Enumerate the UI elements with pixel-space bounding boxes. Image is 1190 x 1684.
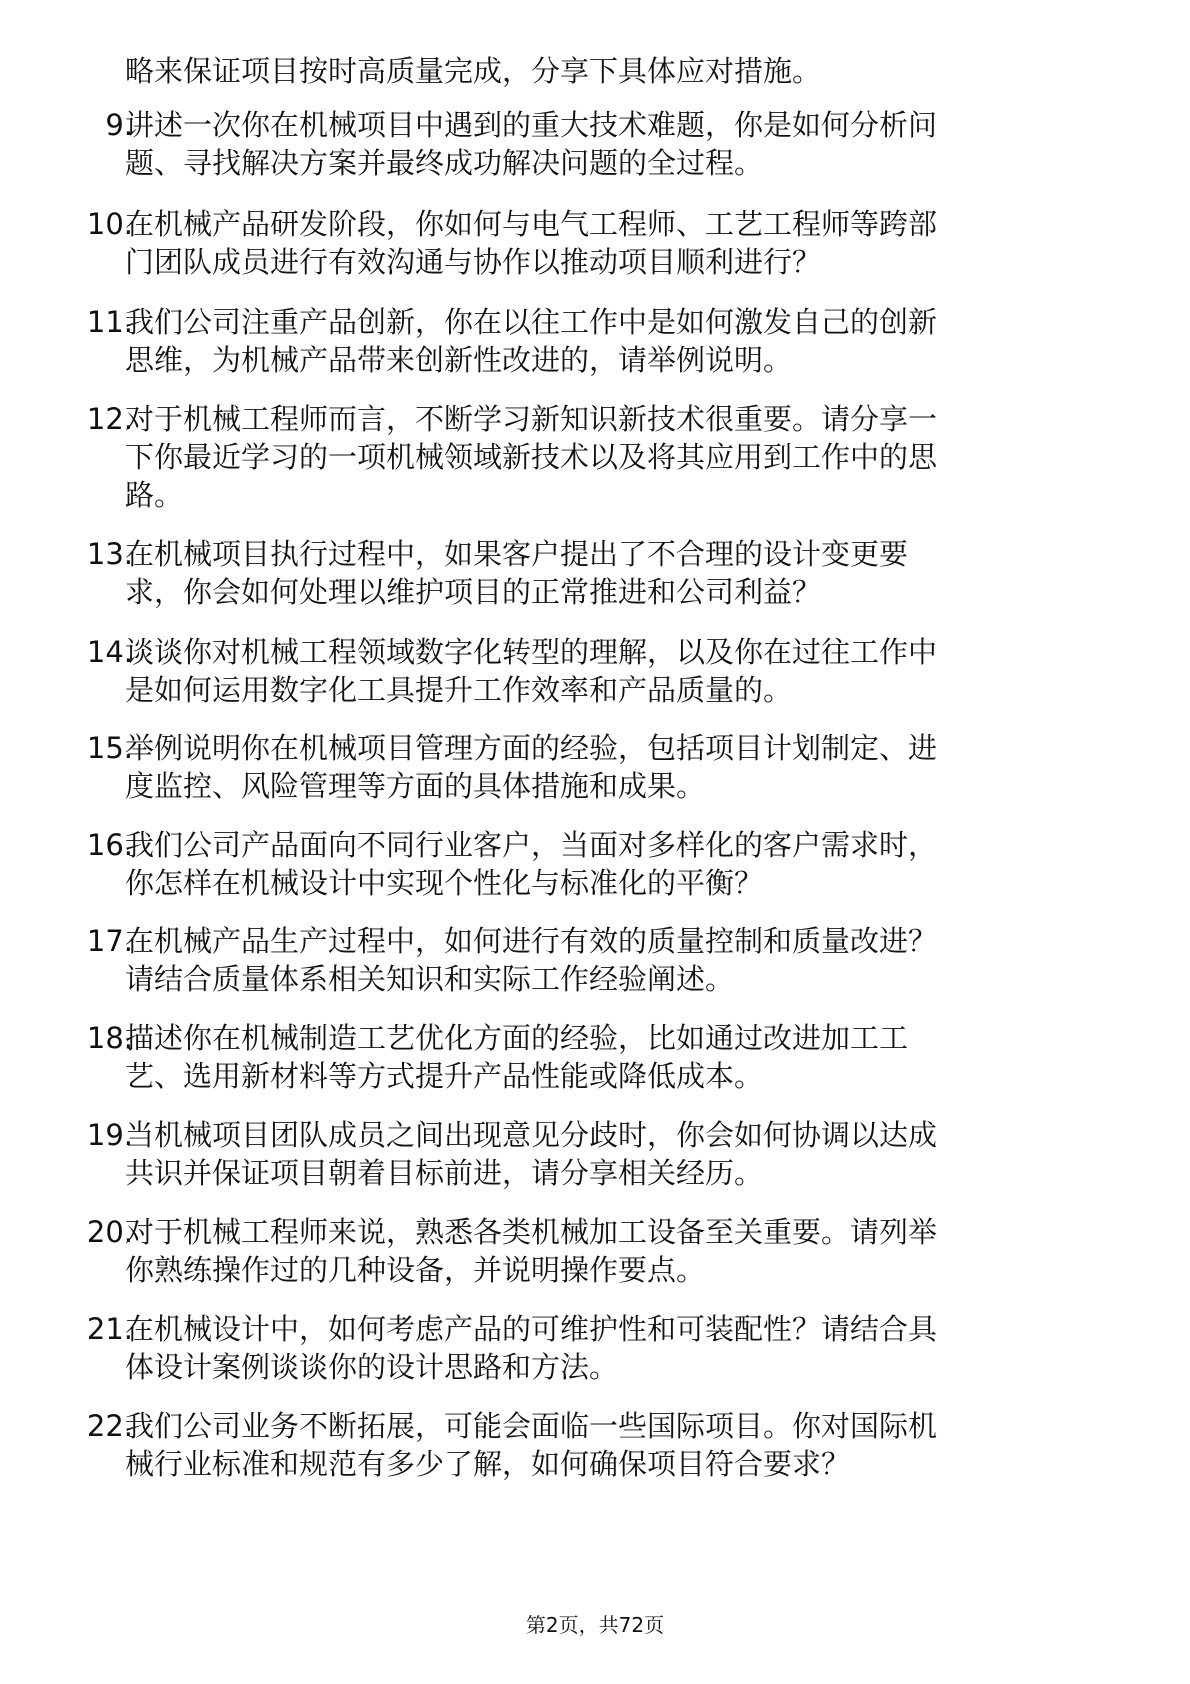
- list-item-line: 对于机械工程师而言，不断学习新知识新技术很重要。请分享一: [125, 402, 938, 436]
- list-item-line: 是如何运用数字化工具提升工作效率和产品质量的。: [125, 673, 793, 707]
- list-item-line: 艺、选用新材料等方式提升产品性能或降低成本。: [125, 1059, 764, 1093]
- list-item-line: 描述你在机械制造工艺优化方面的经验，比如通过改进加工工: [125, 1021, 909, 1055]
- list-item-number: 20.: [86, 1215, 133, 1249]
- list-item-line: 在机械项目执行过程中，如果客户提出了不合理的设计变更要: [125, 537, 909, 571]
- list-item-number: 10.: [86, 207, 133, 241]
- list-item-line: 体设计案例谈谈你的设计思路和方法。: [125, 1350, 619, 1384]
- list-item-line: 你怎样在机械设计中实现个性化与标准化的平衡？: [125, 866, 764, 900]
- list-item-line: 门团队成员进行有效沟通与协作以推动项目顺利进行？: [125, 245, 822, 279]
- list-item-text: [125, 106, 1115, 182]
- list-item-line: 度监控、风险管理等方面的具体措施和成果。: [125, 769, 706, 803]
- list-item-text: [125, 1019, 1115, 1095]
- list-item-line: 题、寻找解决方案并最终成功解决问题的全过程。: [125, 146, 764, 180]
- list-item-line: 举例说明你在机械项目管理方面的经验，包括项目计划制定、进: [125, 731, 938, 765]
- list-item-line: 求，你会如何处理以维护项目的正常推进和公司利益？: [125, 575, 822, 609]
- list-item-line: 共识并保证项目朝着目标前进，请分享相关经历。: [125, 1156, 764, 1190]
- list-item-text: [125, 1116, 1115, 1192]
- list-item-line: 在机械产品研发阶段，你如何与电气工程师、工艺工程师等跨部: [125, 207, 938, 241]
- list-item-number: 17.: [86, 924, 133, 958]
- list-item-number: 12.: [86, 402, 133, 436]
- list-item-number: 13.: [86, 537, 133, 571]
- list-item-line: 下你最近学习的一项机械领域新技术以及将其应用到工作中的思: [125, 440, 938, 474]
- list-item-number: 15.: [86, 731, 133, 765]
- list-item-number: 21.: [86, 1312, 133, 1346]
- list-item-line: 谈谈你对机械工程领域数字化转型的理解，以及你在过往工作中: [125, 635, 938, 669]
- continued-text: 略来保证项目按时高质量完成，分享下具体应对措施。: [125, 54, 822, 88]
- list-item-line: 思维，为机械产品带来创新性改进的，请举例说明。: [125, 343, 793, 377]
- list-item-text: [125, 729, 1115, 805]
- list-item-text: [125, 303, 1115, 379]
- list-item-text: [125, 633, 1115, 709]
- list-item-number: 16.: [86, 828, 133, 862]
- list-item-text: [125, 922, 1115, 998]
- list-item-line: 械行业标准和规范有多少了解，如何确保项目符合要求？: [125, 1447, 851, 1481]
- list-item-text: [125, 826, 1115, 902]
- list-item-line: 我们公司产品面向不同行业客户，当面对多样化的客户需求时，: [125, 828, 938, 862]
- list-item-line: 对于机械工程师来说，熟悉各类机械加工设备至关重要。请列举: [125, 1215, 938, 1249]
- list-item-text: [125, 1407, 1115, 1483]
- list-item-text: [125, 1310, 1115, 1386]
- list-item-number: 22.: [86, 1409, 133, 1443]
- list-item-line: 你熟练操作过的几种设备，并说明操作要点。: [125, 1253, 706, 1287]
- list-item-line: 我们公司注重产品创新，你在以往工作中是如何激发自己的创新: [125, 305, 938, 339]
- list-item-line: 在机械设计中，如何考虑产品的可维护性和可装配性？请结合具: [125, 1312, 938, 1346]
- list-item-number: 14.: [86, 635, 133, 669]
- list-item-number: 19.: [86, 1118, 133, 1152]
- list-item-line: 请结合质量体系相关知识和实际工作经验阐述。: [125, 962, 735, 996]
- list-item-number: 11.: [86, 305, 133, 339]
- list-item-line: 路。: [125, 478, 184, 512]
- page-footer: 第2页，共72页: [525, 1613, 665, 1637]
- list-item-line: 我们公司业务不断拓展，可能会面临一些国际项目。你对国际机: [125, 1409, 938, 1443]
- list-item-number: 18.: [86, 1021, 133, 1055]
- list-item-number: 9.: [105, 108, 133, 142]
- list-item-text: [125, 535, 1115, 611]
- list-item-text: [125, 205, 1115, 281]
- list-item-text: [125, 1213, 1115, 1289]
- list-item-text: [125, 400, 1115, 514]
- list-item-line: 在机械产品生产过程中，如何进行有效的质量控制和质量改进？: [125, 924, 938, 958]
- list-item-line: 当机械项目团队成员之间出现意见分歧时，你会如何协调以达成: [125, 1118, 938, 1152]
- list-item-line: 讲述一次你在机械项目中遇到的重大技术难题，你是如何分析问: [125, 108, 938, 142]
